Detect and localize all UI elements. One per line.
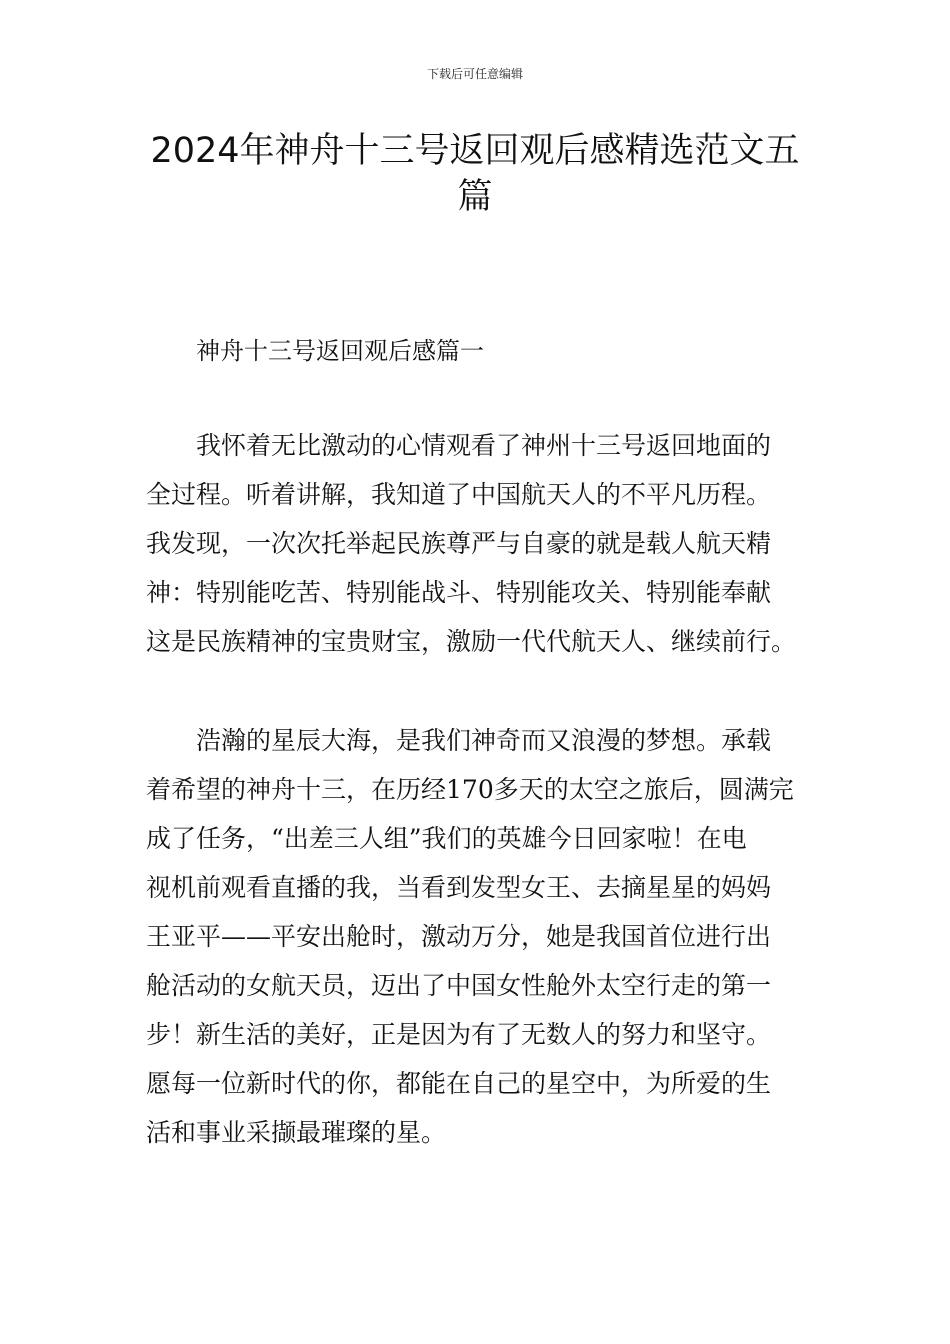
paragraph-line: 视机前观看直播的我，当看到发型女王、去摘星星的妈妈	[146, 873, 772, 902]
paragraph-line: 我怀着无比激动的心情观看了神州十三号返回地面的	[196, 431, 772, 460]
section-heading: 神舟十三号返回观后感篇一	[196, 337, 484, 365]
paragraph-line: 步！新生活的美好，正是因为有了无数人的努力和坚守。	[146, 1020, 772, 1049]
paragraph-line: 愿每一位新时代的你，都能在自己的星空中，为所爱的生	[146, 1069, 772, 1098]
paragraph-line: 这是民族精神的宝贵财宝，激励一代代航天人、继续前行。	[146, 627, 797, 656]
paragraph-line: 着希望的神舟十三，在历经170多天的太空之旅后，圆满完	[146, 775, 794, 804]
paragraph-1	[146, 428, 816, 673]
paragraph-line: 浩瀚的星辰大海，是我们神奇而又浪漫的梦想。承载	[196, 726, 772, 755]
paragraph-line: 我发现，一次次托举起民族尊严与自豪的就是载人航天精	[146, 529, 772, 558]
paragraph-line: 舱活动的女航天员，迈出了中国女性舱外太空行走的第一	[146, 971, 772, 1000]
paragraph-line: 王亚平——平安出舱时，激动万分，她是我国首位进行出	[146, 922, 772, 951]
header-note: 下载后可任意编辑	[426, 67, 523, 81]
paragraph-line: 全过程。听着讲解，我知道了中国航天人的不平凡历程。	[146, 480, 772, 509]
document-title: 2024年神舟十三号返回观后感精选范文五篇	[150, 131, 800, 217]
paragraph-2	[146, 723, 816, 1164]
paragraph-line: 活和事业采撷最璀璨的星。	[146, 1118, 447, 1147]
paragraph-line: 神：特别能吃苦、特别能战斗、特别能攻关、特别能奉献	[146, 578, 772, 607]
paragraph-line: 成了任务，“出差三人组”我们的英雄今日回家啦！在电	[146, 824, 747, 853]
